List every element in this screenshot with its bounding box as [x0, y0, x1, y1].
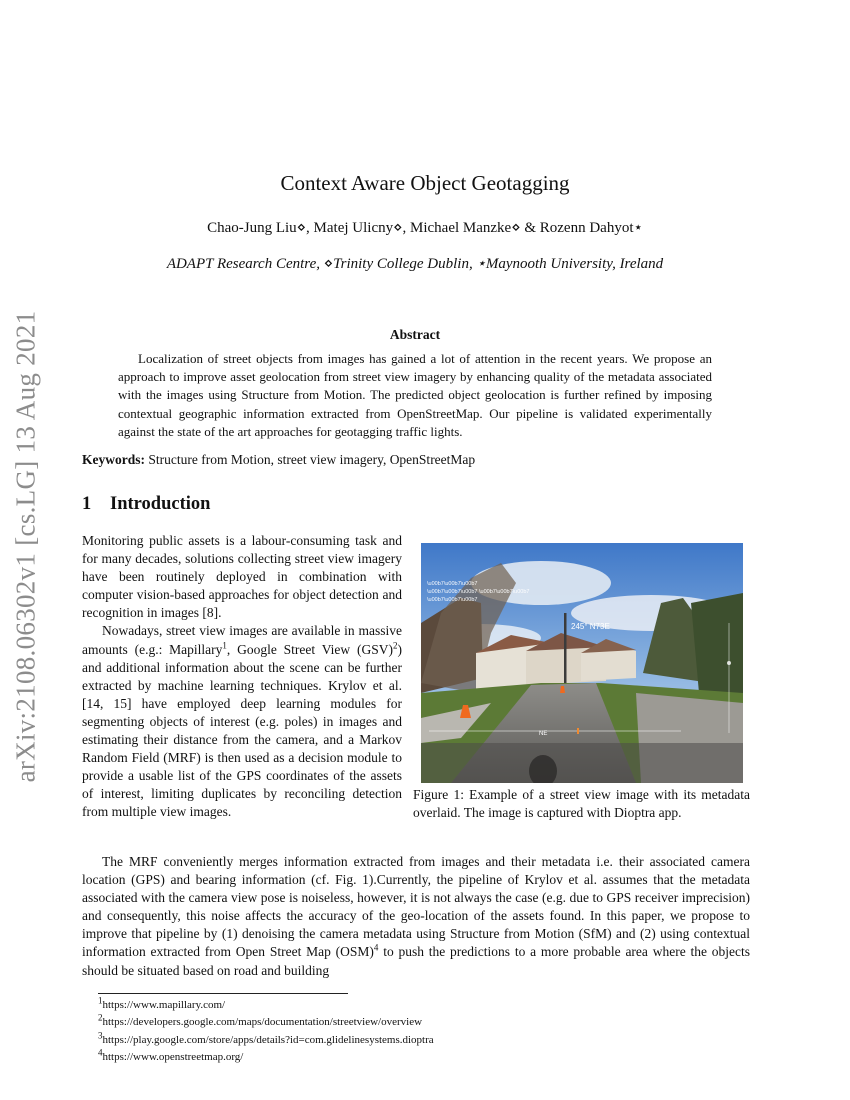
footnote-3	[98, 1032, 698, 1049]
figure-street-view-image	[421, 543, 743, 783]
keywords-label: Keywords:	[82, 452, 145, 467]
footnote-2	[98, 1014, 698, 1031]
intro-p2-text-b: , Google Street View (GSV)	[226, 641, 393, 657]
intro-p2-text-a: Nowadays, street view images are available in massive amounts (e.g.: Mapillary	[82, 623, 402, 657]
footnote-number: 3	[98, 1030, 103, 1041]
intro-p3-text-a: The MRF conveniently merges information extracted from images and their metadata i.e. their associated camera location (GPS) and bearing information (cf. Fig. 1).Currently, the pipeline of Krylov et al. assumes that the metadata associated with the camera view pose is noiseless, however, it is not always the case (e.g. due to GPS receiver imprecision) and consequently, this noise affects the accuracy of the geo-location of the assets found. In this paper, we propose to improve that pipeline by (1) denoising the camera metadata using Structure from Motion (SfM) and (2) using contextual information extracted from Open Street Map (OSM)	[82, 854, 750, 960]
footnote-ref-1: 1	[222, 640, 227, 651]
intro-left-column	[82, 532, 402, 822]
section-heading	[82, 494, 210, 515]
intro-p2-text-c: ) and additional information about the scene can be further extracted by machine learning techniques. Krylov et al. [14, 15] have employed deep learning modules for segmenting objects of interest (e.g. poles) in images and estimating their distance from the camera, and a Markov Random Field (MRF) is then used as a decision module to provide a usable list of the GPS coordinates of the assets of interest, limiting duplicates by reconciling detection from multiple view images.	[82, 641, 402, 820]
arxiv-side-stamp	[4, 292, 48, 800]
footnote-rule	[98, 993, 348, 994]
footnote-ref-4: 4	[373, 942, 379, 953]
svg-text:\u00b7\u00b7\u00b7 \u00b7\u00b: \u00b7\u00b7\u00b7 \u00b7\u00b7\u00b7	[427, 589, 530, 595]
footnote-link[interactable]: https://play.google.com/store/apps/details?id=com.glidelinesystems.dioptra	[102, 1033, 434, 1046]
abstract-body: Localization of street objects from images has gained a lot of attention in the recent years. We propose an approach to improve asset geolocation from street view imagery by enhancing quality of the metadata associated with the images using Structure from Motion. The predicted object geolocation is further refined by imposing contextual geographic information extracted from OpenStreetMap. Our pipeline is validated experimentally against the state of the art approaches for geotagging traffic lights.	[118, 351, 712, 439]
paper-title: Context Aware Object Geotagging	[280, 171, 570, 195]
footnote-number: 1	[98, 995, 103, 1006]
intro-p3-text-b: to push the predictions to a more probable area where the objects should be situated based on road and building	[82, 944, 750, 978]
section-number: 1	[82, 494, 92, 514]
footnote-4	[98, 1049, 698, 1066]
street-photo	[421, 543, 743, 783]
svg-text:\u00b7\u00b7\u00b7: \u00b7\u00b7\u00b7	[427, 597, 478, 603]
intro-paragraph-3	[82, 853, 750, 980]
author-list: Chao-Jung Liu⋄, Matej Ulicny⋄, Michael Manzke⋄ & Rozenn Dahyot⋆	[207, 220, 643, 236]
intro-paragraph-2	[82, 622, 402, 821]
intro-paragraph-1: Monitoring public assets is a labour-consuming task and for many decades, solutions collecting street view imagery have been routinely deployed in combination with computer vision-based approaches for object detection and recognition in images [8].	[82, 533, 402, 621]
svg-text:\u00b7\u00b7\u00b7: \u00b7\u00b7\u00b7	[427, 581, 478, 587]
footnote-link[interactable]: https://www.mapillary.com/	[102, 999, 226, 1011]
keywords-line	[82, 452, 762, 468]
footnotes	[98, 997, 698, 1067]
overlay-compass-text: NE	[539, 731, 548, 737]
footnote-number: 2	[98, 1012, 103, 1023]
figure-caption: Figure 1: Example of a street view image with its metadata overlaid. The image is captured with Dioptra app.	[413, 787, 750, 821]
keywords-list: Structure from Motion, street view imagery, OpenStreetMap	[148, 452, 476, 467]
footnote-link[interactable]: https://developers.google.com/maps/documentation/streetview/overview	[102, 1016, 423, 1029]
footnote-1	[98, 997, 698, 1014]
arxiv-identifier: arXiv:2108.06302v1 [cs.LG] 13 Aug 2021	[10, 310, 41, 782]
section-title: Introduction	[110, 494, 211, 514]
overlay-heading-text: 245° N73E	[571, 622, 610, 631]
footnote-number: 4	[98, 1047, 103, 1058]
abstract-heading: Abstract	[389, 327, 441, 342]
footnote-ref-2: 2	[393, 640, 398, 651]
affiliation-line: ADAPT Research Centre, ⋄Trinity College Dublin, ⋆Maynooth University, Ireland	[166, 256, 664, 272]
footnote-link[interactable]: https://www.openstreetmap.org/	[102, 1051, 244, 1064]
